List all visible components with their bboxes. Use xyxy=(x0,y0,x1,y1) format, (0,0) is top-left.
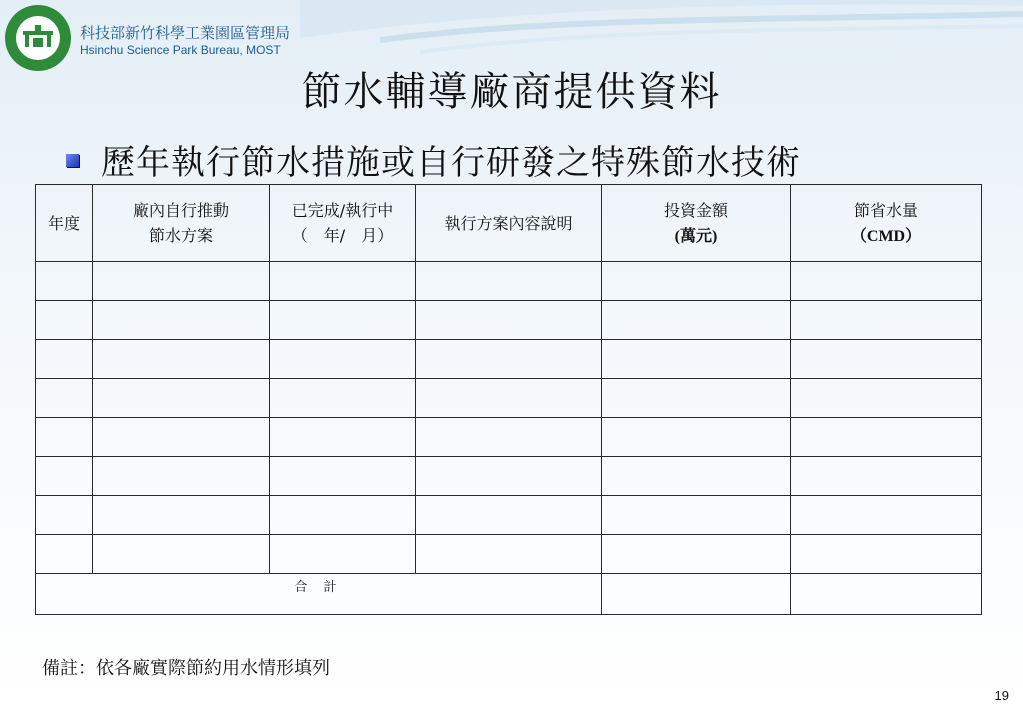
table-row xyxy=(36,418,982,457)
footnote: 備註：依各廠實際節約用水情形填列 xyxy=(42,658,330,679)
table-row xyxy=(36,535,982,574)
table-total-row xyxy=(36,574,982,615)
table-row xyxy=(36,301,982,340)
table-row xyxy=(36,262,982,301)
header-year: 年度 xyxy=(36,185,93,262)
org-name-chinese: 科技部新竹科學工業園區管理局 xyxy=(80,24,291,42)
header-status: 已完成/執行中 （ 年/ 月） xyxy=(270,185,416,262)
total-investment-cell xyxy=(602,574,791,615)
header-plan: 廠內自行推動 節水方案 xyxy=(93,185,270,262)
header-investment: 投資金額 (萬元) xyxy=(602,185,791,262)
header-description: 執行方案內容說明 xyxy=(416,185,602,262)
page-title: 節水輔導廠商提供資料 xyxy=(301,69,722,115)
total-label: 合 計 xyxy=(36,574,602,615)
table-header-row xyxy=(36,185,982,262)
header-water-saving: 節省水量 （CMD） xyxy=(791,185,982,262)
total-saving-cell xyxy=(791,574,982,615)
table-row xyxy=(36,496,982,535)
table-row xyxy=(36,340,982,379)
water-saving-table xyxy=(35,184,982,615)
table-row xyxy=(36,379,982,418)
table-row xyxy=(36,457,982,496)
page-number: 19 xyxy=(994,688,1009,703)
org-name-english: Hsinchu Science Park Bureau, MOST xyxy=(80,43,281,57)
section-subtitle: 歷年執行節水措施或自行研發之特殊節水技術 xyxy=(101,143,801,183)
bullet-square-icon xyxy=(66,154,79,167)
